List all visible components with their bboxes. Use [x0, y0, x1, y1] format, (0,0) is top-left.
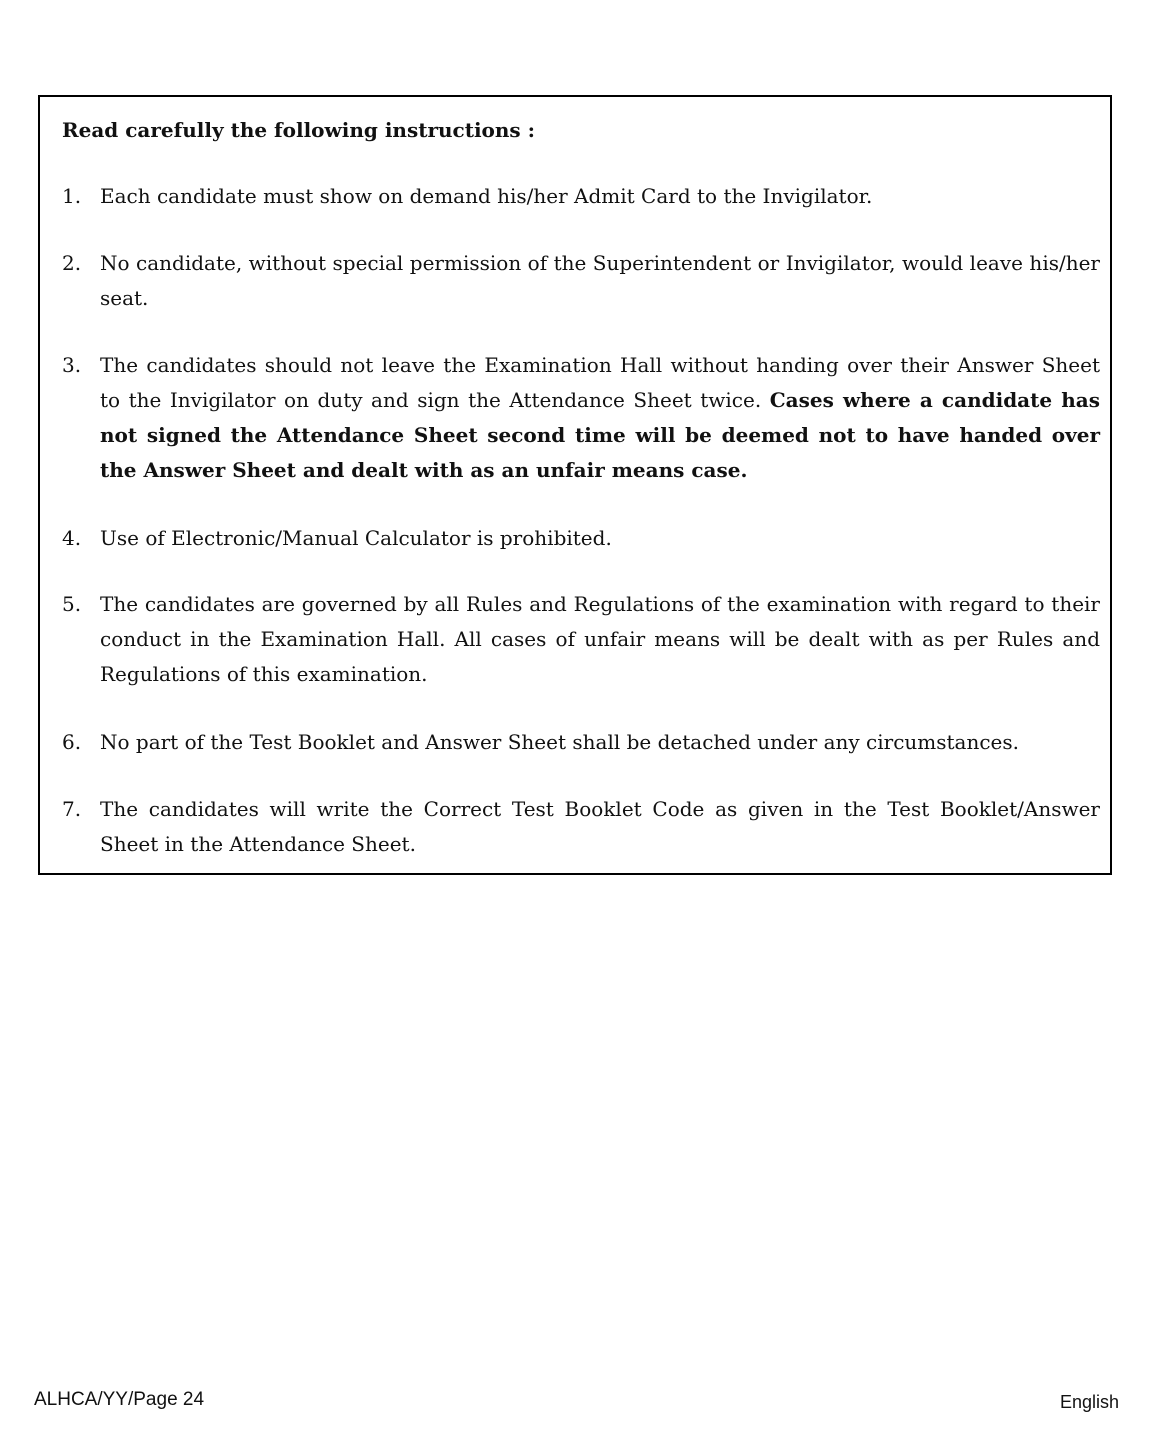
page-reference: ALHCA/YY/Page 24: [34, 1389, 205, 1410]
instructions-list: [40, 97, 1110, 873]
instructions-box: [38, 95, 1112, 875]
instruction-number: 1.: [62, 184, 82, 208]
instruction-text: Each candidate must show on demand his/her Admit Card to the Invigilator.: [100, 184, 873, 208]
instruction-text: The candidates should not leave the Examination Hall without handing over their Answer Sheet to the Invigilator on duty and sign the Attendance Sheet twice. Cases where a candidate has not signed the Attendance Sheet second time will be deemed not to have handed over the Answer Sheet and dealt with as an unfair means case.: [100, 353, 1100, 482]
instruction-item-4: [62, 521, 1100, 556]
instructions-heading: Read carefully the following instructions :: [62, 118, 536, 142]
instruction-emphasis: Cases where a candidate has not signed the Attendance Sheet second time will be deemed not to have handed over the Answer Sheet and dealt with as an unfair means case.: [100, 388, 1100, 482]
instruction-item-6: [62, 725, 1100, 760]
instruction-number: 3.: [62, 353, 82, 377]
language-label: English: [1059, 1392, 1119, 1412]
instruction-text: Use of Electronic/Manual Calculator is prohibited.: [100, 526, 612, 550]
instruction-number: 5.: [62, 592, 82, 616]
instruction-number: 6.: [62, 730, 82, 754]
instruction-number: 2.: [62, 251, 82, 275]
instruction-text: No candidate, without special permission of the Superintendent or Invigilator, would leave his/her seat.: [100, 251, 1100, 310]
instruction-item-7: [62, 792, 1100, 862]
instruction-text: No part of the Test Booklet and Answer Sheet shall be detached under any circumstances.: [100, 730, 1020, 754]
instruction-item-2: [62, 246, 1100, 316]
instruction-item-5: [62, 587, 1100, 692]
instruction-item-3: [62, 348, 1100, 488]
instruction-item-1: [62, 179, 1100, 214]
instruction-number: 4.: [62, 526, 82, 550]
instruction-text: The candidates will write the Correct Test Booklet Code as given in the Test Booklet/Answer Sheet in the Attendance Sheet.: [100, 797, 1100, 856]
instruction-text: The candidates are governed by all Rules and Regulations of the examination with regard to their conduct in the Examination Hall. All cases of unfair means will be dealt with as per Rules and Regulations of this examination.: [100, 592, 1100, 686]
instruction-number: 7.: [62, 797, 82, 821]
